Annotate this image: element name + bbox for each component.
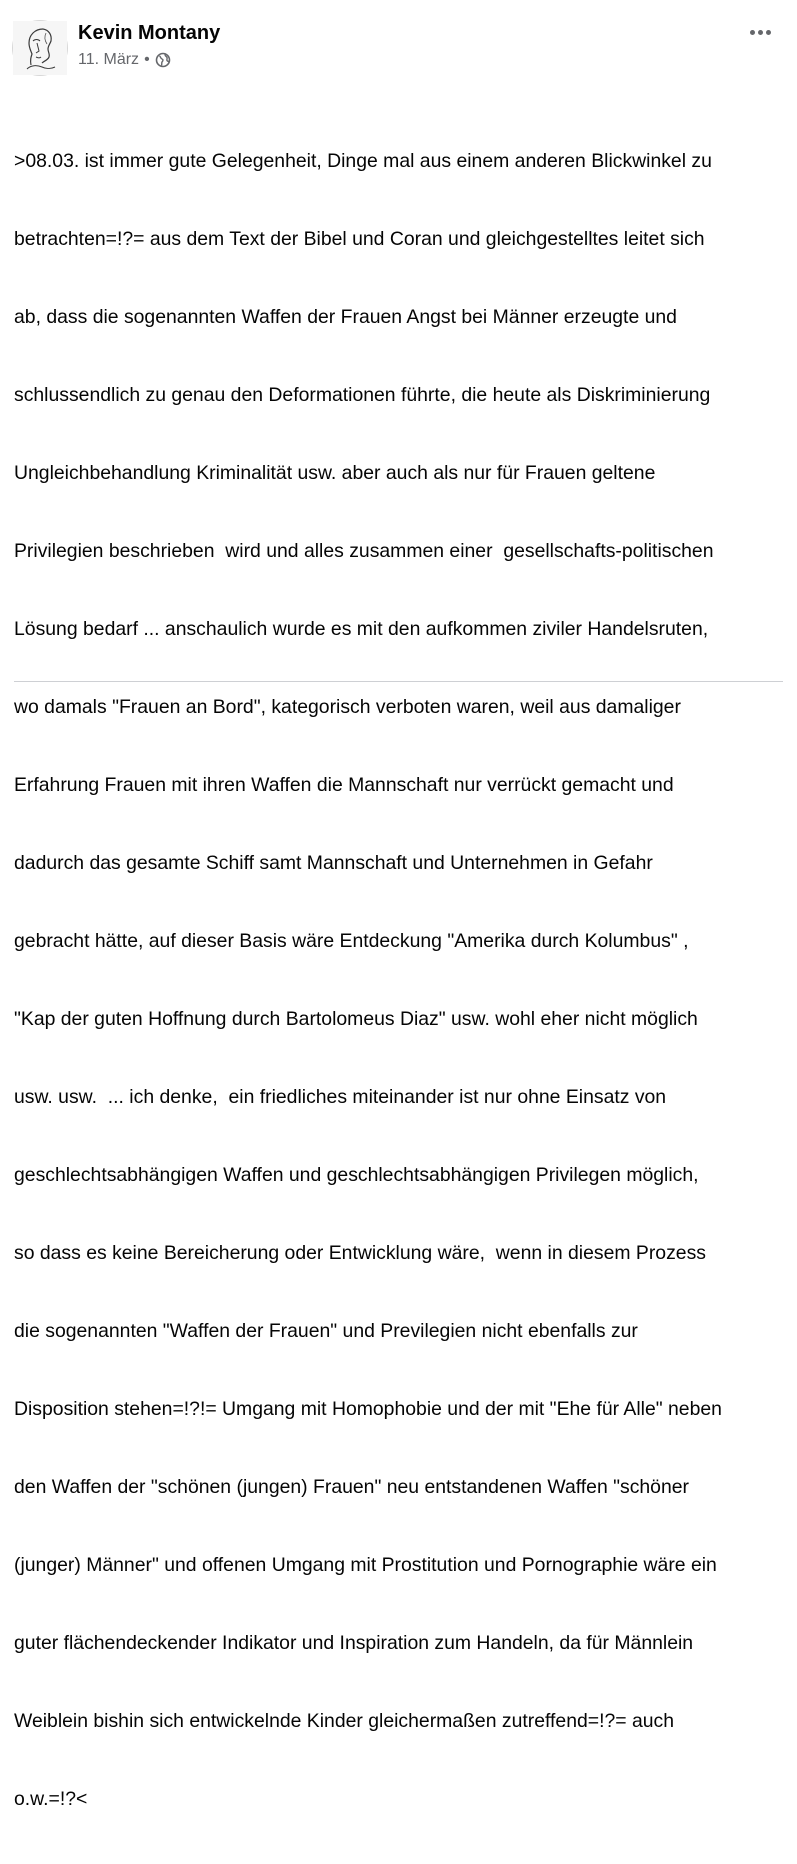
post-text-line: geschlechtsabhängigen Waffen und geschlechtsabhängigen Privilegen möglich, [14,1164,699,1186]
post-text-line: Disposition stehen=!?!= Umgang mit Homophobie und der mit "Ehe für Alle" neben [14,1398,722,1420]
post-text-line: den Waffen der "schönen (jungen) Frauen" neu entstandenen Waffen "schöner [14,1476,689,1498]
post-text-line: usw. usw. ... ich denke, ein friedliches miteinander ist nur ohne Einsatz von [14,1086,667,1108]
post-text-line: Erfahrung Frauen mit ihren Waffen die Mannschaft nur verrückt gemacht und [14,774,674,796]
post-text-line: betrachten=!?= aus dem Text der Bibel und Coran und gleichgestelltes leitet sich [14,228,705,250]
avatar-sketch-icon [13,21,67,75]
post-text-line: dadurch das gesamte Schiff samt Mannschaft und Unternehmen in Gefahr [14,852,653,874]
post-meta [78,51,171,69]
post-text-line: guter flächendeckender Indikator und Inspiration zum Handeln, da für Männlein [14,1632,694,1654]
post-text-line: >08.03. ist immer gute Gelegenheit, Dinge mal aus einem anderen Blickwinkel zu [14,150,712,172]
post-text-line: Ungleichbehandlung Kriminalität usw. aber auch als nur für Frauen geltene [14,462,656,484]
more-options-button[interactable] [745,18,775,46]
post-text-line: ab, dass die sogenannten Waffen der Frauen Angst bei Männer erzeugte und [14,306,677,328]
avatar[interactable] [12,20,68,76]
post-date[interactable]: 11. März [78,51,140,68]
post-text-line: die sogenannten "Waffen der Frauen" und Previlegien nicht ebenfalls zur [14,1320,638,1342]
post-text-line: o.w.=!?< [14,1788,88,1810]
meta-separator: • [144,51,150,68]
post-text-line: (junger) Männer" und offenen Umgang mit Prostitution und Pornographie wäre ein [14,1554,717,1576]
more-options-icon [750,30,755,35]
post-text-line: Privilegien beschrieben wird und alles zusammen einer gesellschafts-politischen [14,540,714,562]
post-text-line: Lösung bedarf ... anschaulich wurde es mit den aufkommen ziviler Handelsruten, [14,618,709,640]
globe-icon[interactable] [155,52,171,68]
author-name[interactable]: Kevin Montany [78,22,221,44]
post-text-line: wo damals "Frauen an Bord", kategorisch verboten waren, weil aus damaliger [14,696,681,718]
post-text-line: schlussendlich zu genau den Deformationen führte, die heute als Diskriminierung [14,384,711,406]
post-text [14,96,794,1864]
post-text-line: "Kap der guten Hoffnung durch Bartolomeus Diaz" usw. wohl eher nicht möglich [14,1008,698,1030]
divider [14,681,783,682]
post-text-line: gebracht hätte, auf dieser Basis wäre Entdeckung "Amerika durch Kolumbus" , [14,930,689,952]
post-text-line: Weiblein bishin sich entwickelnde Kinder gleichermaßen zutreffend=!?= auch [14,1710,675,1732]
post-text-line: so dass es keine Bereicherung oder Entwicklung wäre, wenn in diesem Prozess [14,1242,706,1264]
